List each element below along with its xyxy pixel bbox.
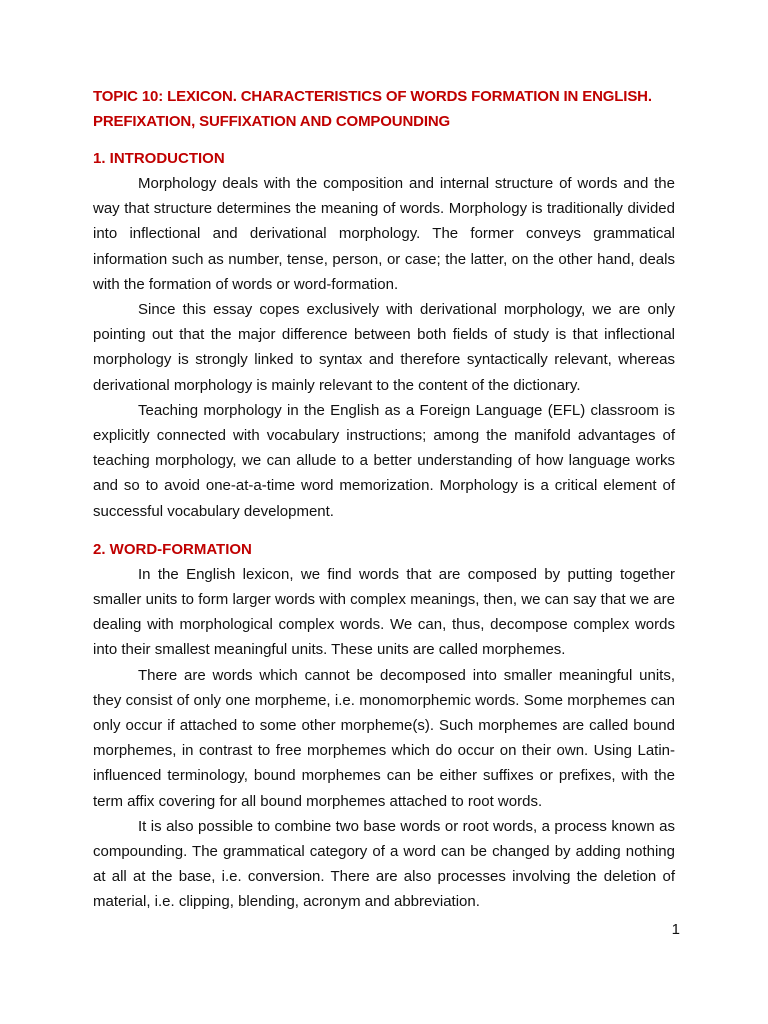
document-content xyxy=(93,84,675,915)
paragraph: Since this essay copes exclusively with derivational morphology, we are only pointing out that the major difference between both fields of study is that inflectional morphology is strongly linked to syntax and therefore syntactically relevant, whereas derivational morphology is mainly relevant to the content of the dictionary. xyxy=(93,301,675,394)
section-introduction xyxy=(93,146,675,524)
paragraph: In the English lexicon, we find words that are composed by putting together smaller units to form larger words with complex meanings, then, we can say that we are dealing with morphological complex words. We can, thus, decompose complex words into their smallest meaningful units. These units are called morphemes. xyxy=(93,565,675,659)
paragraph: There are words which cannot be decomposed into smaller meaningful units, they consist of only one morpheme, i.e. monomorphemic words. Some morphemes can only occur if attached to some other morpheme(s). Such morphemes are called bound morphemes, in contrast to free morphemes which do occur on their own. Using Latin-influenced terminology, bound morphemes can be either suffixes or prefixes, with the term affix covering for all bound morphemes attached to root words. xyxy=(93,666,675,810)
section-heading: 2. WORD-FORMATION xyxy=(93,540,252,558)
paragraph: It is also possible to combine two base words or root words, a process known as compounding. The grammatical category of a word can be changed by adding nothing at all at the base, i.e. conversion. There are also processes involving the deletion of material, i.e. clipping, blending, acronym and abbreviation. xyxy=(93,817,675,911)
page-number: 1 xyxy=(671,921,680,938)
section-spacer xyxy=(93,524,675,537)
paragraph: Morphology deals with the composition and internal structure of words and the way that structure determines the meaning of words. Morphology is traditionally divided into inflectional and derivational morphology. The former conveys grammatical information such as number, tense, person, or case; the latter, on the other hand, deals with the formation of words or word-formation. xyxy=(93,175,675,293)
document-title: TOPIC 10: LEXICON. CHARACTERISTICS OF WORDS FORMATION IN ENGLISH. PREFIXATION, SUFFIXATION AND COMPOUNDING xyxy=(93,88,652,130)
paragraph: Teaching morphology in the English as a Foreign Language (EFL) classroom is explicitly connected with vocabulary instructions; among the manifold advantages of teaching morphology, we can allude to a better understanding of how language works and so to avoid one-at-a-time word memorization. Morphology is a critical element of successful vocabulary development. xyxy=(93,401,675,520)
section-word-formation xyxy=(93,537,675,915)
section-heading: 1. INTRODUCTION xyxy=(93,150,225,167)
